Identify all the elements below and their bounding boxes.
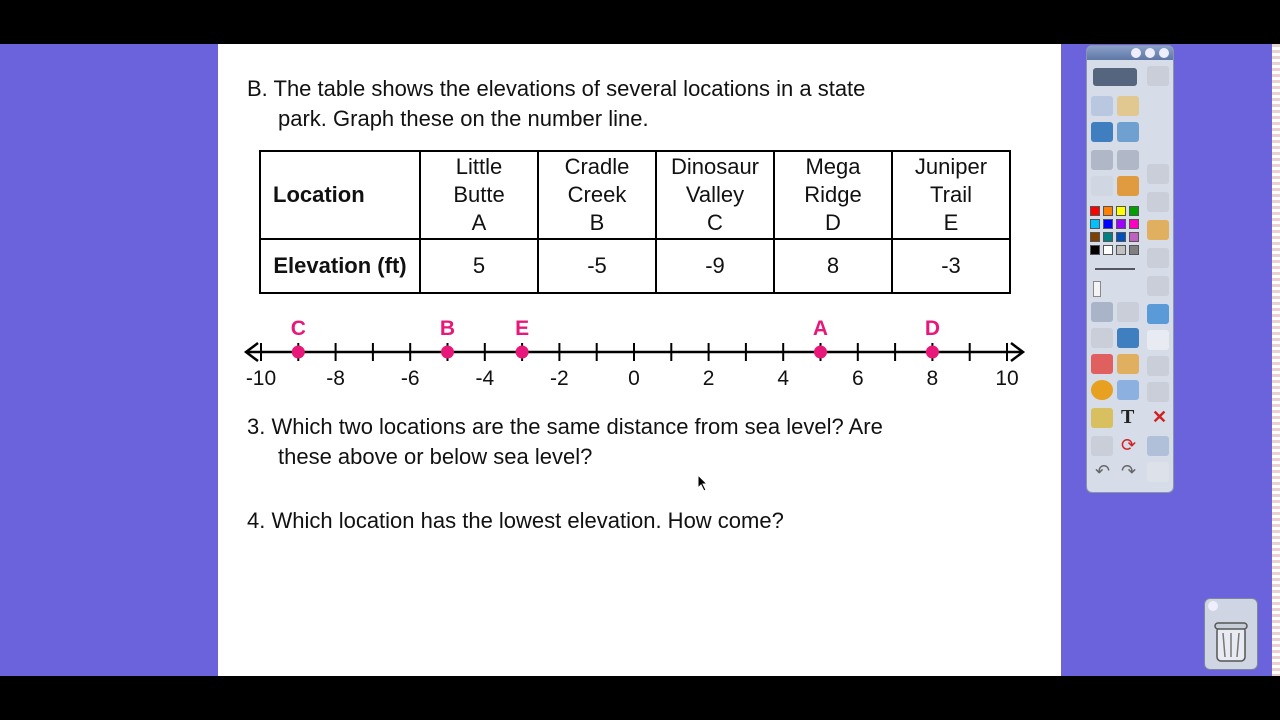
tick-label: 6	[851, 367, 864, 390]
undo-icon[interactable]: ↶	[1095, 461, 1111, 481]
color-swatch[interactable]	[1090, 232, 1100, 242]
fill-bucket-icon[interactable]	[1117, 354, 1139, 374]
insert-icon[interactable]	[1147, 304, 1169, 324]
tick-label: 10	[995, 367, 1019, 390]
toolbox-close-icon[interactable]	[1159, 48, 1169, 58]
share-icon[interactable]	[1093, 68, 1137, 86]
magic-pen-icon[interactable]	[1117, 122, 1139, 142]
trash-panel[interactable]	[1204, 598, 1258, 670]
elevation-cell-e: -3	[892, 239, 1010, 293]
point-label-c: C	[290, 317, 306, 340]
point-label-b: B	[439, 317, 456, 340]
location-cell-b: Cradle Creek B	[538, 151, 656, 239]
question-3-line-2: these above or below sea level?	[278, 444, 593, 469]
reset-icon[interactable]: ⟳	[1121, 435, 1137, 455]
pencil-icon[interactable]	[1091, 328, 1113, 348]
browser-icon[interactable]	[1117, 96, 1139, 116]
point-label-d: D	[924, 317, 940, 340]
screen-icon[interactable]	[1147, 436, 1169, 456]
location-cell-d: Mega Ridge D	[774, 151, 892, 239]
marker-icon[interactable]	[1147, 164, 1169, 184]
pen-width-line[interactable]	[1095, 268, 1135, 270]
toolbox-menu-icon[interactable]	[1131, 48, 1141, 58]
highlight-pen-icon[interactable]	[1117, 328, 1139, 348]
color-swatch[interactable]	[1116, 206, 1126, 216]
elevation-header: Elevation (ft)	[260, 239, 420, 293]
compass-icon[interactable]	[1147, 192, 1169, 212]
location-header: Location	[260, 151, 420, 239]
plotted-point-e	[516, 346, 529, 359]
color-swatch[interactable]	[1129, 206, 1139, 216]
intro-line-1: B. The table shows the elevations of several locations in a state	[247, 76, 866, 101]
number-line	[230, 300, 1040, 395]
elevation-cell-a: 5	[420, 239, 538, 293]
select-arrow-icon[interactable]	[1091, 302, 1113, 322]
width-slider-handle[interactable]	[1093, 281, 1101, 297]
elevation-cell-d: 8	[774, 239, 892, 293]
highlighter-icon[interactable]	[1147, 220, 1169, 240]
plotted-point-b	[441, 346, 454, 359]
page-icon[interactable]	[1147, 276, 1169, 296]
location-cell-e: Juniper Trail E	[892, 151, 1010, 239]
color-swatch[interactable]	[1090, 206, 1100, 216]
text-tool-icon[interactable]: T	[1121, 406, 1135, 428]
color-swatch[interactable]	[1129, 219, 1139, 229]
delete-icon[interactable]: ✕	[1152, 407, 1168, 427]
color-swatch[interactable]	[1090, 245, 1100, 255]
point-label-a: A	[812, 317, 829, 340]
location-cell-a: Little Butte A	[420, 151, 538, 239]
tools-icon[interactable]	[1117, 302, 1139, 322]
trash-can-icon[interactable]	[1214, 621, 1248, 663]
next-page-icon[interactable]	[1117, 150, 1139, 170]
question-3-line-1: 3. Which two locations are the same distance from sea level? Are	[247, 414, 883, 439]
clapper-icon[interactable]	[1091, 408, 1113, 428]
elevation-cell-c: -9	[656, 239, 774, 293]
line-icon[interactable]	[1117, 380, 1139, 400]
point-label-e: E	[515, 317, 530, 340]
color-swatch[interactable]	[1116, 232, 1126, 242]
plotted-point-c	[292, 346, 305, 359]
tick-label: 2	[702, 367, 715, 390]
plotted-point-a	[814, 346, 827, 359]
tick-label: 8	[926, 367, 939, 390]
flipchart-icon[interactable]	[1091, 96, 1113, 116]
color-swatch[interactable]	[1090, 219, 1100, 229]
clipboard-icon[interactable]	[1147, 462, 1169, 482]
fill-icon[interactable]	[1117, 176, 1139, 196]
color-swatch[interactable]	[1129, 245, 1139, 255]
tick-label: 4	[777, 367, 790, 390]
pen-tool-icon[interactable]	[1091, 122, 1113, 142]
color-swatch[interactable]	[1103, 245, 1113, 255]
toolbox-panel[interactable]	[1086, 45, 1174, 493]
plotted-point-d	[926, 346, 939, 359]
window-edge	[1272, 44, 1280, 676]
color-swatch[interactable]	[1116, 245, 1126, 255]
signature-icon[interactable]	[1147, 66, 1169, 86]
connector-icon[interactable]	[1147, 248, 1169, 268]
toolbox-collapse-icon[interactable]	[1145, 48, 1155, 58]
intro-line-2: park. Graph these on the number line.	[278, 106, 649, 131]
shape-icon[interactable]	[1091, 380, 1113, 400]
color-swatch[interactable]	[1103, 232, 1113, 242]
color-swatch[interactable]	[1116, 219, 1126, 229]
toolbox-titlebar[interactable]	[1087, 46, 1173, 60]
copy-icon[interactable]	[1147, 330, 1169, 350]
tick-label: -8	[326, 367, 345, 390]
mouse-cursor-icon	[697, 474, 709, 492]
location-cell-c: Dinosaur Valley C	[656, 151, 774, 239]
tick-label: 0	[628, 367, 640, 390]
color-swatch[interactable]	[1103, 206, 1113, 216]
question-4: 4. Which location has the lowest elevation. How come?	[247, 508, 784, 533]
eraser-icon[interactable]	[1091, 354, 1113, 374]
color-swatch[interactable]	[1103, 219, 1113, 229]
hourglass-icon[interactable]	[1091, 436, 1113, 456]
camera-icon[interactable]	[1147, 356, 1169, 376]
grid-icon[interactable]	[1147, 382, 1169, 402]
trash-close-icon[interactable]	[1208, 601, 1218, 611]
elevation-cell-b: -5	[538, 239, 656, 293]
elevation-table	[259, 150, 1011, 294]
tick-label: -6	[400, 367, 420, 390]
redo-icon[interactable]: ↷	[1121, 461, 1137, 481]
tick-label: -2	[550, 367, 569, 390]
tick-label: -4	[475, 367, 495, 390]
color-swatch[interactable]	[1129, 232, 1139, 242]
tick-label: -10	[245, 367, 277, 390]
play-icon[interactable]	[1091, 176, 1113, 196]
previous-page-icon[interactable]	[1091, 150, 1113, 170]
